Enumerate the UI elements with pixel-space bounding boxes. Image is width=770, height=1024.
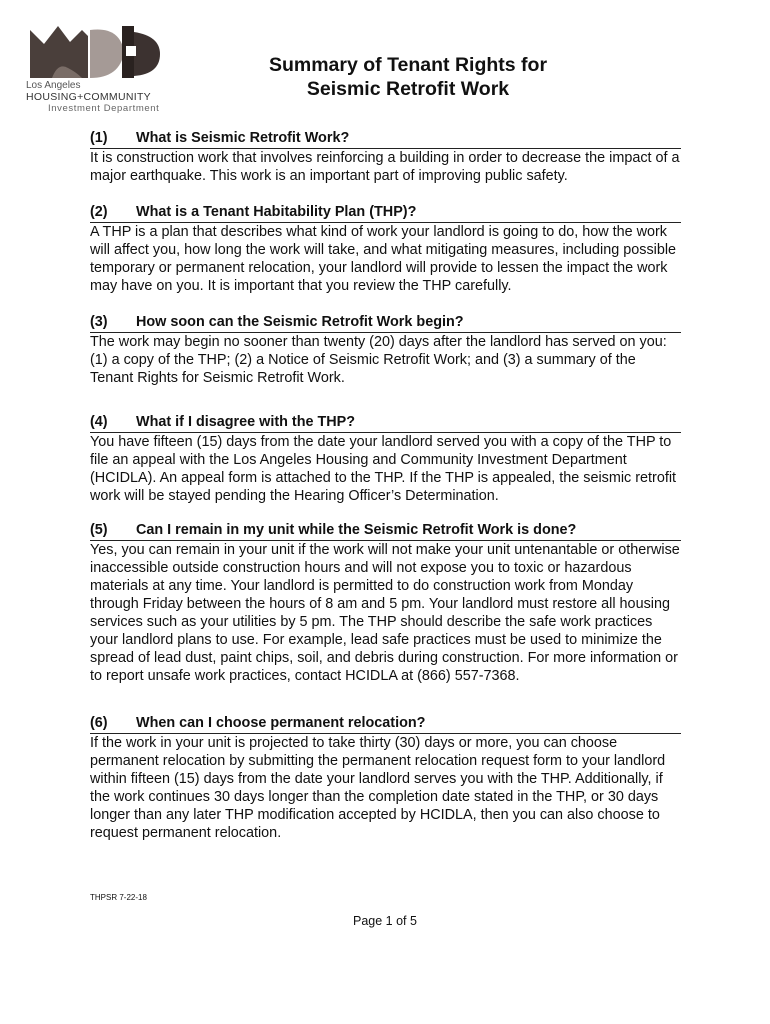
question-number: (6) xyxy=(90,715,108,731)
title-line-1: Summary of Tenant Rights for xyxy=(268,54,548,76)
question-heading xyxy=(90,313,681,333)
question-number: (4) xyxy=(90,414,108,430)
logo-city-text: Los Angeles xyxy=(26,80,81,91)
page-number: Page 1 of 5 xyxy=(353,914,417,928)
title-line-2: Seismic Retrofit Work xyxy=(306,78,510,100)
question-text: What is a Tenant Habitability Plan (THP)? xyxy=(136,204,417,220)
question-text: What is Seismic Retrofit Work? xyxy=(136,130,350,146)
question-number: (2) xyxy=(90,204,108,220)
section-3 xyxy=(90,313,681,387)
logo-department-text: Investment Department xyxy=(48,103,160,114)
question-number: (5) xyxy=(90,522,108,538)
question-number: (3) xyxy=(90,314,108,330)
answer-text: You have fifteen (15) days from the date your landlord served you with a copy of the THP to file an appeal with the Los Angeles Housing and Community Investment Department (HCIDLA). An appeal form is attached to the THP. If the THP is appealed, the seismic retrofit work will be stayed pending the Hearing Officer’s Determination. xyxy=(90,434,677,504)
hcidla-logo xyxy=(26,22,162,114)
form-code: THPSR 7-22-18 xyxy=(90,893,147,902)
section-6 xyxy=(90,714,681,842)
question-heading xyxy=(90,203,681,223)
question-text: When can I choose permanent relocation? xyxy=(136,715,426,731)
answer-text: If the work in your unit is projected to take thirty (30) days or more, you can choose permanent relocation by submitting the permanent relocation request form to your landlord within fifteen (15) days from the date your landlord serves you with the THP. Additionally, if the work continues 30 days longer than the completion date stated in the THP, or 30 days longer than any later THP modification accepted by HCIDLA, then you can also choose to request permanent relocation. xyxy=(90,735,666,841)
hcidla-logo-mark xyxy=(28,22,162,80)
question-heading xyxy=(90,413,681,433)
logo-agency-text: HOUSING+COMMUNITY xyxy=(26,91,151,103)
section-1 xyxy=(90,129,681,185)
section-5 xyxy=(90,521,681,685)
answer-text: It is construction work that involves reinforcing a building in order to decrease the impact of a major earthquake. This work is an important part of improving public safety. xyxy=(90,150,680,184)
question-text: What if I disagree with the THP? xyxy=(136,414,356,430)
section-2 xyxy=(90,203,681,295)
question-heading xyxy=(90,521,681,541)
question-text: How soon can the Seismic Retrofit Work begin? xyxy=(136,314,464,330)
document-title xyxy=(200,53,616,101)
question-number: (1) xyxy=(90,130,108,146)
question-heading xyxy=(90,714,681,734)
answer-text: The work may begin no sooner than twenty (20) days after the landlord has served on you: (1) a copy of the THP; (2) a Notice of Seismic Retrofit Work; and (3) a summary of the Tenant Rights for Seismic Retrofit Work. xyxy=(90,334,667,386)
answer-text: Yes, you can remain in your unit if the work will not make your unit untenantable or otherwise inaccessible outside construction hours and will not expose you to toxic or hazardous materials at any time. Your landlord is permitted to do construction work from Monday through Friday between the hours of 8 am and 5 pm. Your landlord must restore all housing services such as your utilities by 5 pm. The THP should describe the safe work practices your landlord plans to use. For example, lead safe practices must be used to minimize the spread of lead dust, paint chips, soil, and debris during construction. For more information or to report unsafe work practices, contact HCIDLA at (866) 557-7368. xyxy=(90,542,680,684)
section-4 xyxy=(90,413,681,505)
question-text: Can I remain in my unit while the Seismic Retrofit Work is done? xyxy=(136,522,577,538)
question-heading xyxy=(90,129,681,149)
answer-text: A THP is a plan that describes what kind of work your landlord is going to do, how the work will affect you, how long the work will take, and what mitigating measures, including possible temporary or permanent relocation, your landlord will provide to lessen the impact the work may have on you. It is important that you review the THP carefully. xyxy=(90,224,677,294)
